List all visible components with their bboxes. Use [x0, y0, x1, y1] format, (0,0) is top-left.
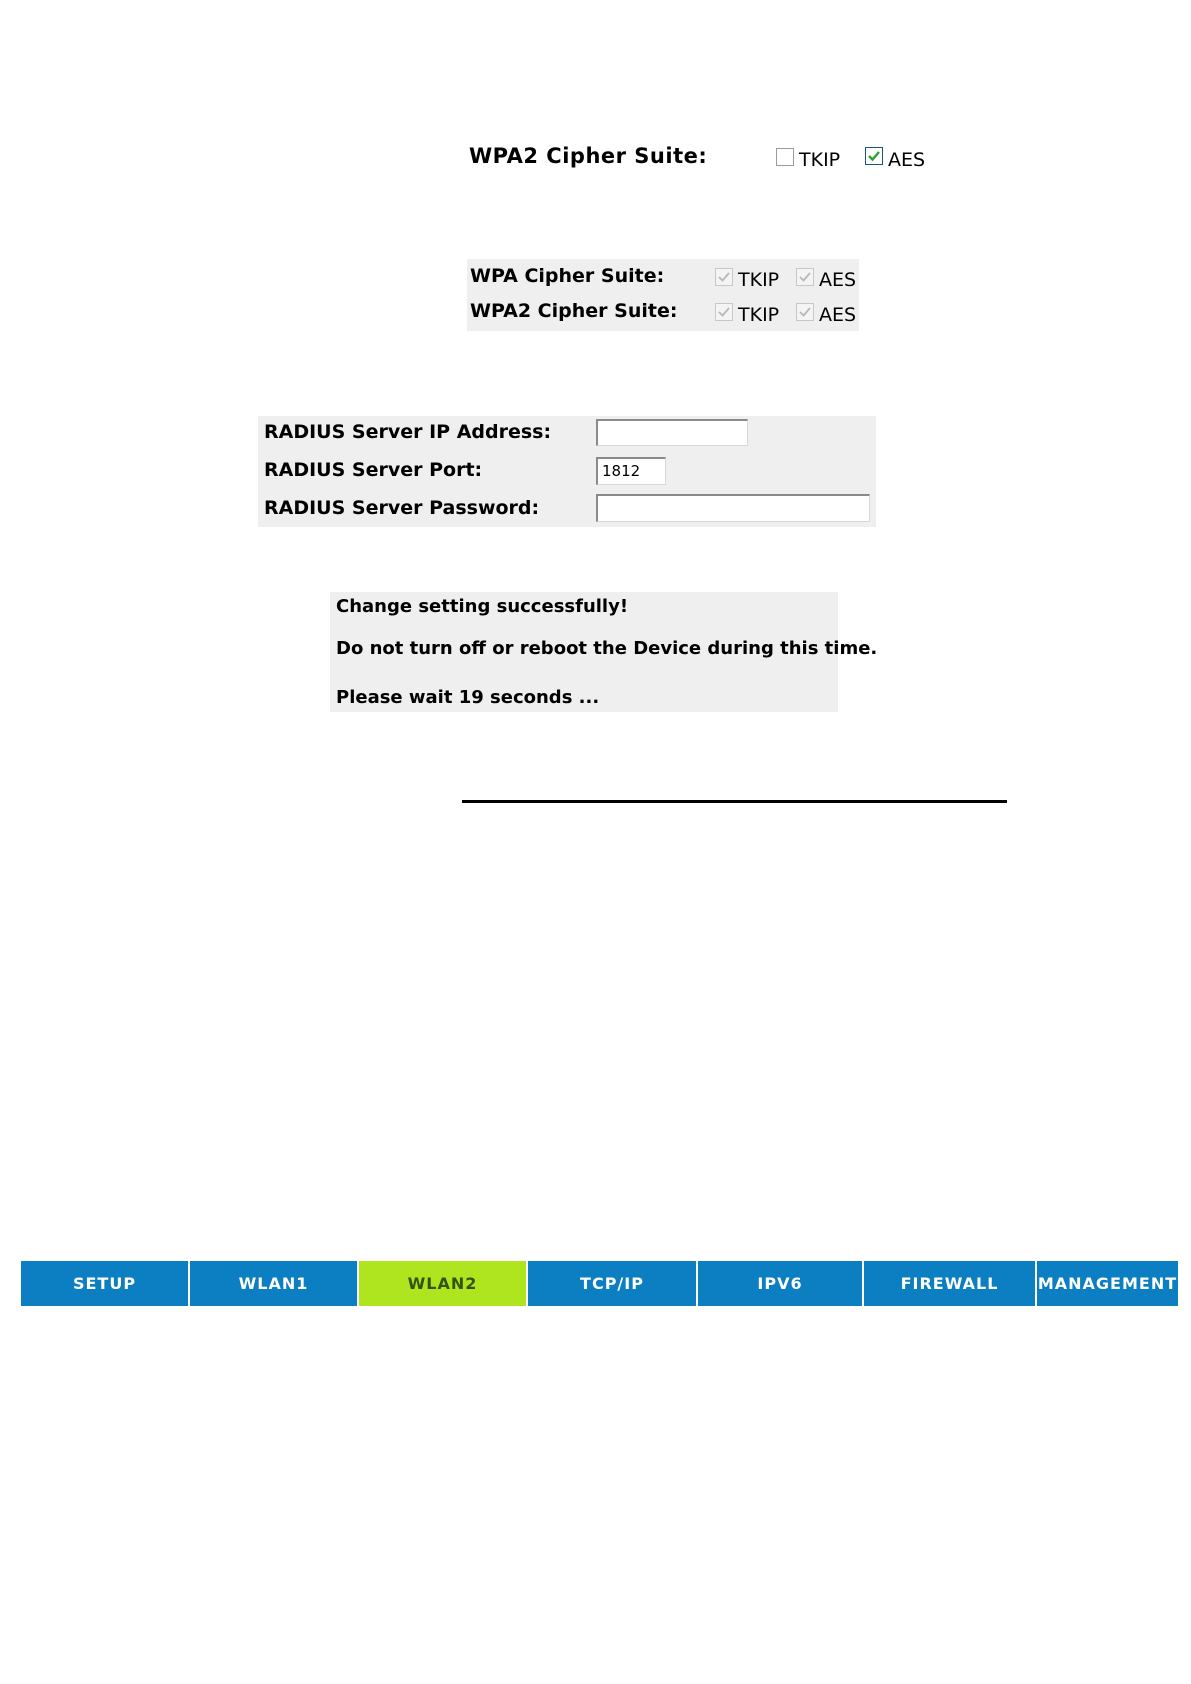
radius-port-label: RADIUS Server Port: — [264, 459, 483, 481]
wpa2-tkip-label: TKIP — [799, 149, 841, 171]
checkmark-icon — [798, 270, 812, 284]
wpa2-aes-checkbox[interactable] — [865, 147, 883, 165]
wpa2-cipher-suite-label-2: WPA2 Cipher Suite: — [470, 300, 678, 322]
radius-port-input[interactable]: 1812 — [596, 457, 666, 485]
tab-firewall[interactable]: FIREWALL — [864, 1261, 1037, 1306]
checkmark-icon — [717, 305, 731, 319]
divider-line — [462, 800, 1007, 803]
checkmark-icon — [717, 270, 731, 284]
wpa2-tkip-checkbox-2[interactable] — [715, 303, 733, 321]
wpa-tkip-label: TKIP — [738, 269, 780, 291]
status-line-countdown: Please wait 19 seconds ... — [336, 687, 600, 708]
wpa2-cipher-suite-label: WPA2 Cipher Suite: — [469, 144, 708, 168]
radius-ip-label: RADIUS Server IP Address: — [264, 421, 552, 443]
wpa-aes-checkbox[interactable] — [796, 268, 814, 286]
tab-ipv6[interactable]: IPV6 — [698, 1261, 864, 1306]
tab-management[interactable]: MANAGEMENT — [1037, 1261, 1178, 1306]
tab-wlan2[interactable]: WLAN2 — [359, 1261, 528, 1306]
tab-wlan1[interactable]: WLAN1 — [190, 1261, 359, 1306]
wpa-aes-label: AES — [819, 269, 857, 291]
status-line-warning: Do not turn off or reboot the Device during this time. — [336, 638, 878, 659]
checkmark-icon — [798, 305, 812, 319]
wpa-cipher-suite-label: WPA Cipher Suite: — [470, 265, 665, 287]
wpa-tkip-checkbox[interactable] — [715, 268, 733, 286]
wpa2-aes-label: AES — [888, 149, 926, 171]
tab-setup[interactable]: SETUP — [21, 1261, 190, 1306]
checkmark-icon — [867, 149, 881, 163]
status-line-success: Change setting successfully! — [336, 596, 629, 617]
radius-password-label: RADIUS Server Password: — [264, 497, 540, 519]
wpa2-aes-label-2: AES — [819, 304, 857, 326]
wpa2-tkip-checkbox[interactable] — [776, 148, 794, 166]
tab-tcp-ip[interactable]: TCP/IP — [528, 1261, 698, 1306]
wpa2-tkip-label-2: TKIP — [738, 304, 780, 326]
radius-ip-input[interactable] — [596, 419, 748, 446]
radius-password-input[interactable] — [596, 494, 870, 522]
wpa2-aes-checkbox-2[interactable] — [796, 303, 814, 321]
main-nav-bar — [21, 1261, 1178, 1306]
